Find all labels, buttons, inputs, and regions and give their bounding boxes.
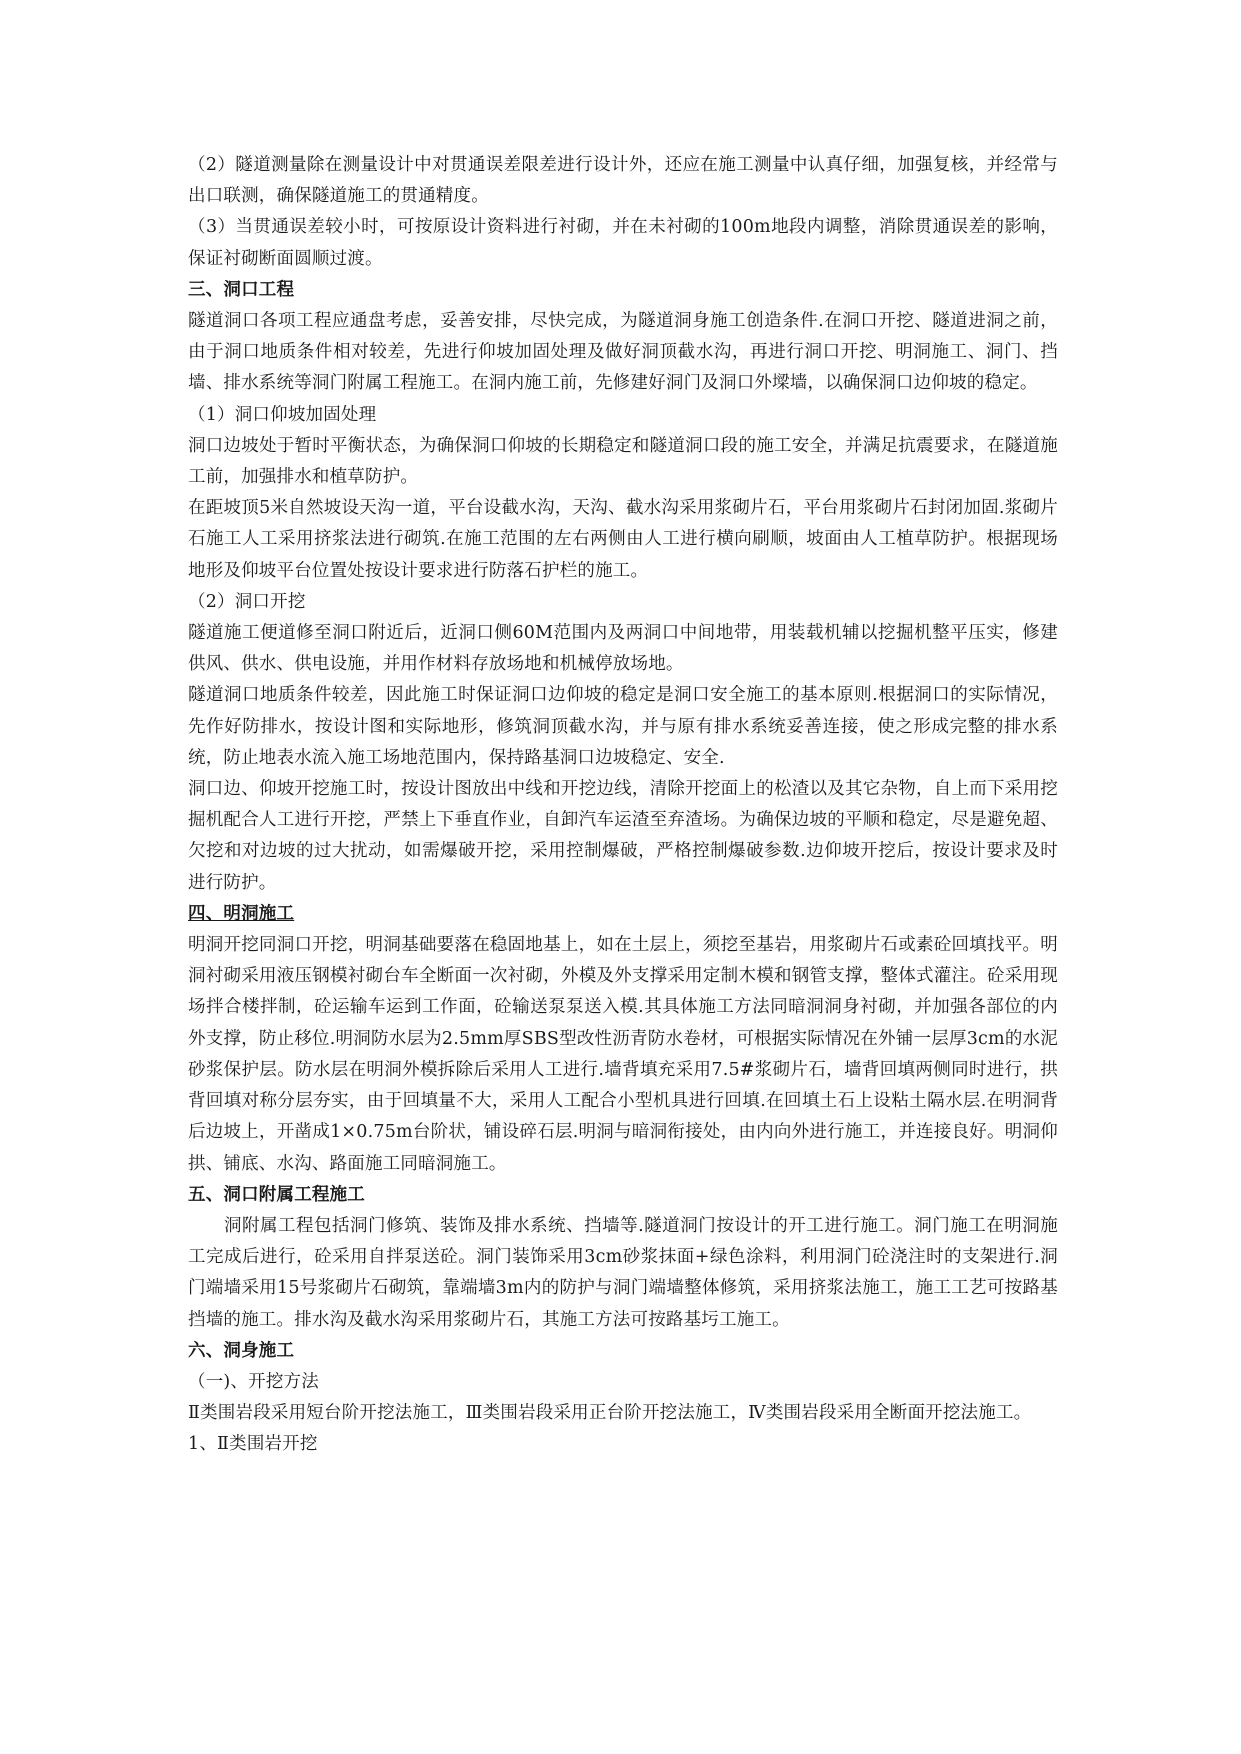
paragraph-geology: 隧道洞口地质条件较差，因此施工时保证洞口边仰坡的稳定是洞口安全施工的基本原则.根据洞口的实际情况，先作好防排水，按设计图和实际地形，修筑洞顶截水沟，并与原有排水系统妥善连接，使之形成完整的排水系统，防止地表水流入施工场地范围内，保持路基洞口边坡稳定、安全. [188,685,1058,768]
paragraph-open-cut: 明洞开挖同洞口开挖，明洞基础要落在稳固地基上，如在土层上，须挖至基岩，用浆砌片石或素砼回填找平。明洞衬砌采用液压钢模衬砌台车全断面一次衬砌，外模及外支撑采用定制木模和钢管支撑，整体式灌注。砼采用现场拌合楼拌制，砼运输车运到工作面，砼输送泵泵送入模.其具体施工方法同暗洞洞身衬砌，并加强各部位的内外支撑，防止移位.明洞防水层为2.5mm厚SBS型改性沥青防水卷材，可根据实际情况在外铺一层厚3cm的水泥砂浆保护层。防水层在明洞外模拆除后采用人工进行.墙背填充采用7.5#浆砌片石，墙背回填两侧同时进行，拱背回填对称分层夯实，由于回填量不大，采用人工配合小型机具进行回填.在回填土石上设粘土隔水层.在明洞背后边坡上，开凿成1×0.75m台阶状，铺设碎石层.明洞与暗洞衔接处，由内向外进行施工，并连接良好。明洞仰拱、铺底、水沟、路面施工同暗洞施工。 [188,935,1058,1174]
paragraph-rock-classes: Ⅱ类围岩段采用短台阶开挖法施工，Ⅲ类围岩段采用正台阶开挖法施工，Ⅳ类围岩段采用全断面开挖法施工。 [188,1403,1032,1424]
section-heading-tunnel-body: 六、洞身施工 [188,1340,295,1361]
paragraph-portal-intro: 隧道洞口各项工程应通盘考虑，妥善安排，尽快完成，为隧道洞身施工创造条件.在洞口开挖、隧道进洞之前，由于洞口地质条件相对较差，先进行仰坡加固处理及做好洞顶截水沟，再进行洞口开挖、明洞施工、洞门、挡墙、排水系统等洞门附属工程施工。在洞内施工前，先修建好洞门及洞口外墚墙，以确保洞口边仰坡的稳定。 [188,311,1058,394]
subheading-portal-excavation: （2）洞口开挖 [188,591,306,612]
subheading-class-ii: 1、Ⅱ类围岩开挖 [188,1434,318,1455]
paragraph-slope-state: 洞口边坡处于暂时平衡状态，为确保洞口仰坡的长期稳定和隧道洞口段的施工安全，并满足抗震要求，在隧道施工前，加强排水和植草防护。 [188,435,1058,488]
section-heading-open-cut: 四、明洞施工 [188,903,295,924]
document-page [188,150,1058,1461]
paragraph-ditch: 在距坡顶5米自然坡设天沟一道，平台设截水沟，天沟、截水沟采用浆砌片石，平台用浆砌片石封闭加固.浆砌片石施工人工采用挤浆法进行砌筑.在施工范围的左右两侧由人工进行横向刷顺，坡面由人工植草防护。根据现场地形及仰坡平台位置处按设计要求进行防落石护栏的施工。 [188,498,1058,581]
section-heading-portal-works: 三、洞口工程 [188,279,295,300]
paragraph-survey-2: （2）隧道测量除在测量设计中对贯通误差限差进行设计外，还应在施工测量中认真仔细，加强复核，并经常与出口联测，确保隧道施工的贯通精度。 [188,155,1058,207]
paragraph-survey-3: （3）当贯通误差较小时，可按原设计资料进行衬砌，并在未衬砌的100m地段内调整，消除贯通误差的影响，保证衬砌断面圆顺过渡。 [188,217,1058,269]
paragraph-portal-auxiliary: 洞附属工程包括洞门修筑、装饰及排水系统、挡墙等.隧道洞门按设计的开工进行施工。洞门施工在明洞施工完成后进行，砼采用自拌泵送砼。洞门装饰采用3cm砂浆抹面+绿色涂料，利用洞门砼浇注时的支架进行.洞门端墙采用15号浆砌片石砌筑，靠端墙3m内的防护与洞门端墙整体修筑，采用挤浆法施工，施工工艺可按路基挡墙的施工。排水沟及截水沟采用浆砌片石，其施工方法可按路基圬工施工。 [188,1215,1058,1330]
subheading-slope-reinforcement: （1）洞口仰坡加固处理 [188,404,377,425]
section-heading-portal-auxiliary: 五、洞口附属工程施工 [188,1184,365,1205]
paragraph-access-road: 隧道施工便道修至洞口附近后，近洞口侧60M范围内及两洞口中间地带，用装载机辅以挖掘机整平压实，修建供风、供水、供电设施，并用作材料存放场地和机械停放场地。 [188,623,1058,675]
paragraph-slope-excavation: 洞口边、仰坡开挖施工时，按设计图放出中线和开挖边线，清除开挖面上的松渣以及其它杂物，自上而下采用挖掘机配合人工进行开挖，严禁上下垂直作业，自卸汽车运渣至弃渣场。为确保边坡的平顺和稳定，尽是避免超、欠挖和对边坡的过大扰动，如需爆破开挖，采用控制爆破，严格控制爆破参数.边仰坡开挖后，按设计要求及时进行防护。 [188,779,1058,893]
subheading-excavation-method: （一)、开挖方法 [188,1371,319,1392]
